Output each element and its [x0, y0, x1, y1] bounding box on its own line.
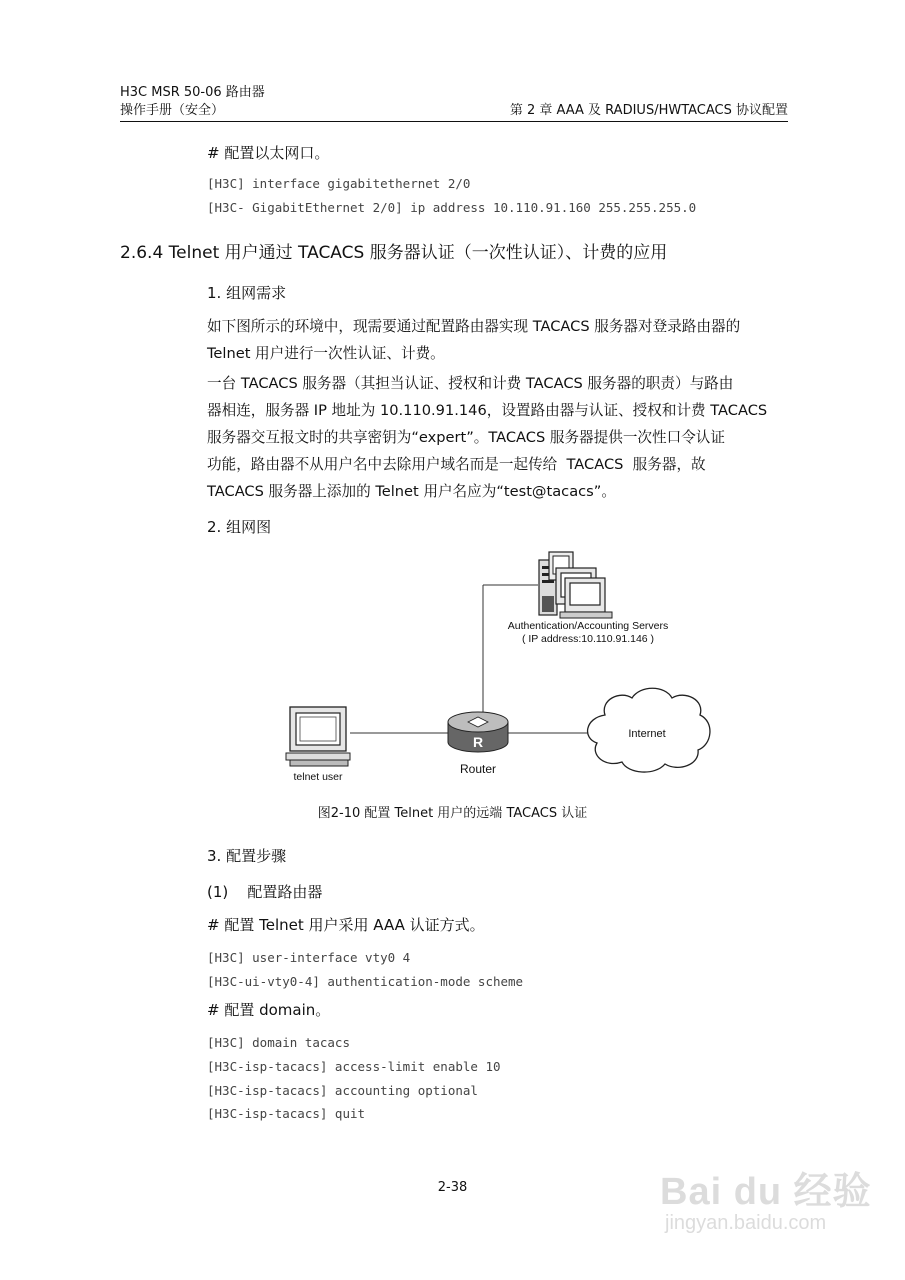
internet-label: Internet	[628, 728, 666, 740]
router-logo: R	[472, 734, 484, 750]
watermark-brand: Bai du 经验	[660, 1171, 872, 1213]
network-diagram	[260, 540, 730, 800]
intro-comment: # 配置以太网口。	[207, 144, 330, 162]
router-label: Router	[459, 762, 497, 776]
header-rule	[120, 121, 788, 122]
telnet-user-label: telnet user	[293, 771, 343, 783]
requirements-para2-line5: TACACS 服务器上添加的 Telnet 用户名应为“test@tacacs”。	[207, 483, 616, 500]
diagram-heading: 2. 组网图	[207, 518, 272, 536]
steps-sub1: (1) 配置路由器	[207, 883, 323, 901]
steps-code1-line-2: [H3C-ui-vty0-4] authentication-mode scheme	[207, 974, 524, 989]
requirements-para1-line2: Telnet 用户进行一次性认证、计费。	[207, 345, 445, 362]
header-manual: 操作手册（安全）	[120, 103, 225, 118]
steps-code1-line-1: [H3C] user-interface vty0 4	[207, 950, 411, 965]
steps-comment-2: # 配置 domain。	[207, 1001, 331, 1019]
server-icon	[539, 552, 612, 618]
requirements-para1-line1: 如下图所示的环境中，现需要通过配置路由器实现 TACACS 服务器对登录路由器的	[207, 318, 741, 335]
server-ip-label: ( IP address:10.110.91.146 )	[521, 633, 655, 645]
steps-code2-line-1: [H3C] domain tacacs	[207, 1035, 350, 1050]
requirements-para2-line1: 一台 TACACS 服务器（其担当认证、授权和计费 TACACS 服务器的职责）与路由	[207, 375, 734, 392]
intro-code-line-2: [H3C- GigabitEthernet 2/0] ip address 10.110.91.160 255.255.255.0	[207, 200, 697, 215]
page-number: 2-38	[437, 1180, 468, 1195]
requirements-para2-line2: 器相连，服务器 IP 地址为 10.110.91.146，设置路由器与认证、授权和计费 TACACS	[207, 402, 768, 419]
requirements-heading: 1. 组网需求	[207, 284, 287, 302]
steps-code2-line-2: [H3C-isp-tacacs] access-limit enable 10	[207, 1059, 501, 1074]
steps-code2-line-4: [H3C-isp-tacacs] quit	[207, 1106, 366, 1121]
section-title: 2.6.4 Telnet 用户通过 TACACS 服务器认证（一次性认证）、计费的应用	[120, 243, 668, 263]
server-label: Authentication/Accounting Servers	[507, 620, 669, 632]
requirements-para2-line3: 服务器交互报文时的共享密钥为“expert”。TACACS 服务器提供一次性口令认证	[207, 429, 725, 446]
header-product: H3C MSR 50-06 路由器	[120, 85, 265, 100]
header-chapter: 第 2 章 AAA 及 RADIUS/HWTACACS 协议配置	[509, 103, 788, 118]
steps-heading: 3. 配置步骤	[207, 847, 287, 865]
figure-caption: 图2-10 配置 Telnet 用户的远端 TACACS 认证	[317, 806, 588, 821]
telnet-user-pc-icon	[286, 707, 350, 766]
intro-code-line-1: [H3C] interface gigabitethernet 2/0	[207, 176, 471, 191]
watermark-url: jingyan.baidu.com	[665, 1212, 827, 1234]
requirements-para2-line4: 功能，路由器不从用户名中去除用户域名而是一起传给 TACACS 服务器，故	[207, 456, 706, 473]
steps-code2-line-3: [H3C-isp-tacacs] accounting optional	[207, 1083, 478, 1098]
steps-comment-1: # 配置 Telnet 用户采用 AAA 认证方式。	[207, 916, 485, 934]
router-icon	[448, 712, 508, 752]
